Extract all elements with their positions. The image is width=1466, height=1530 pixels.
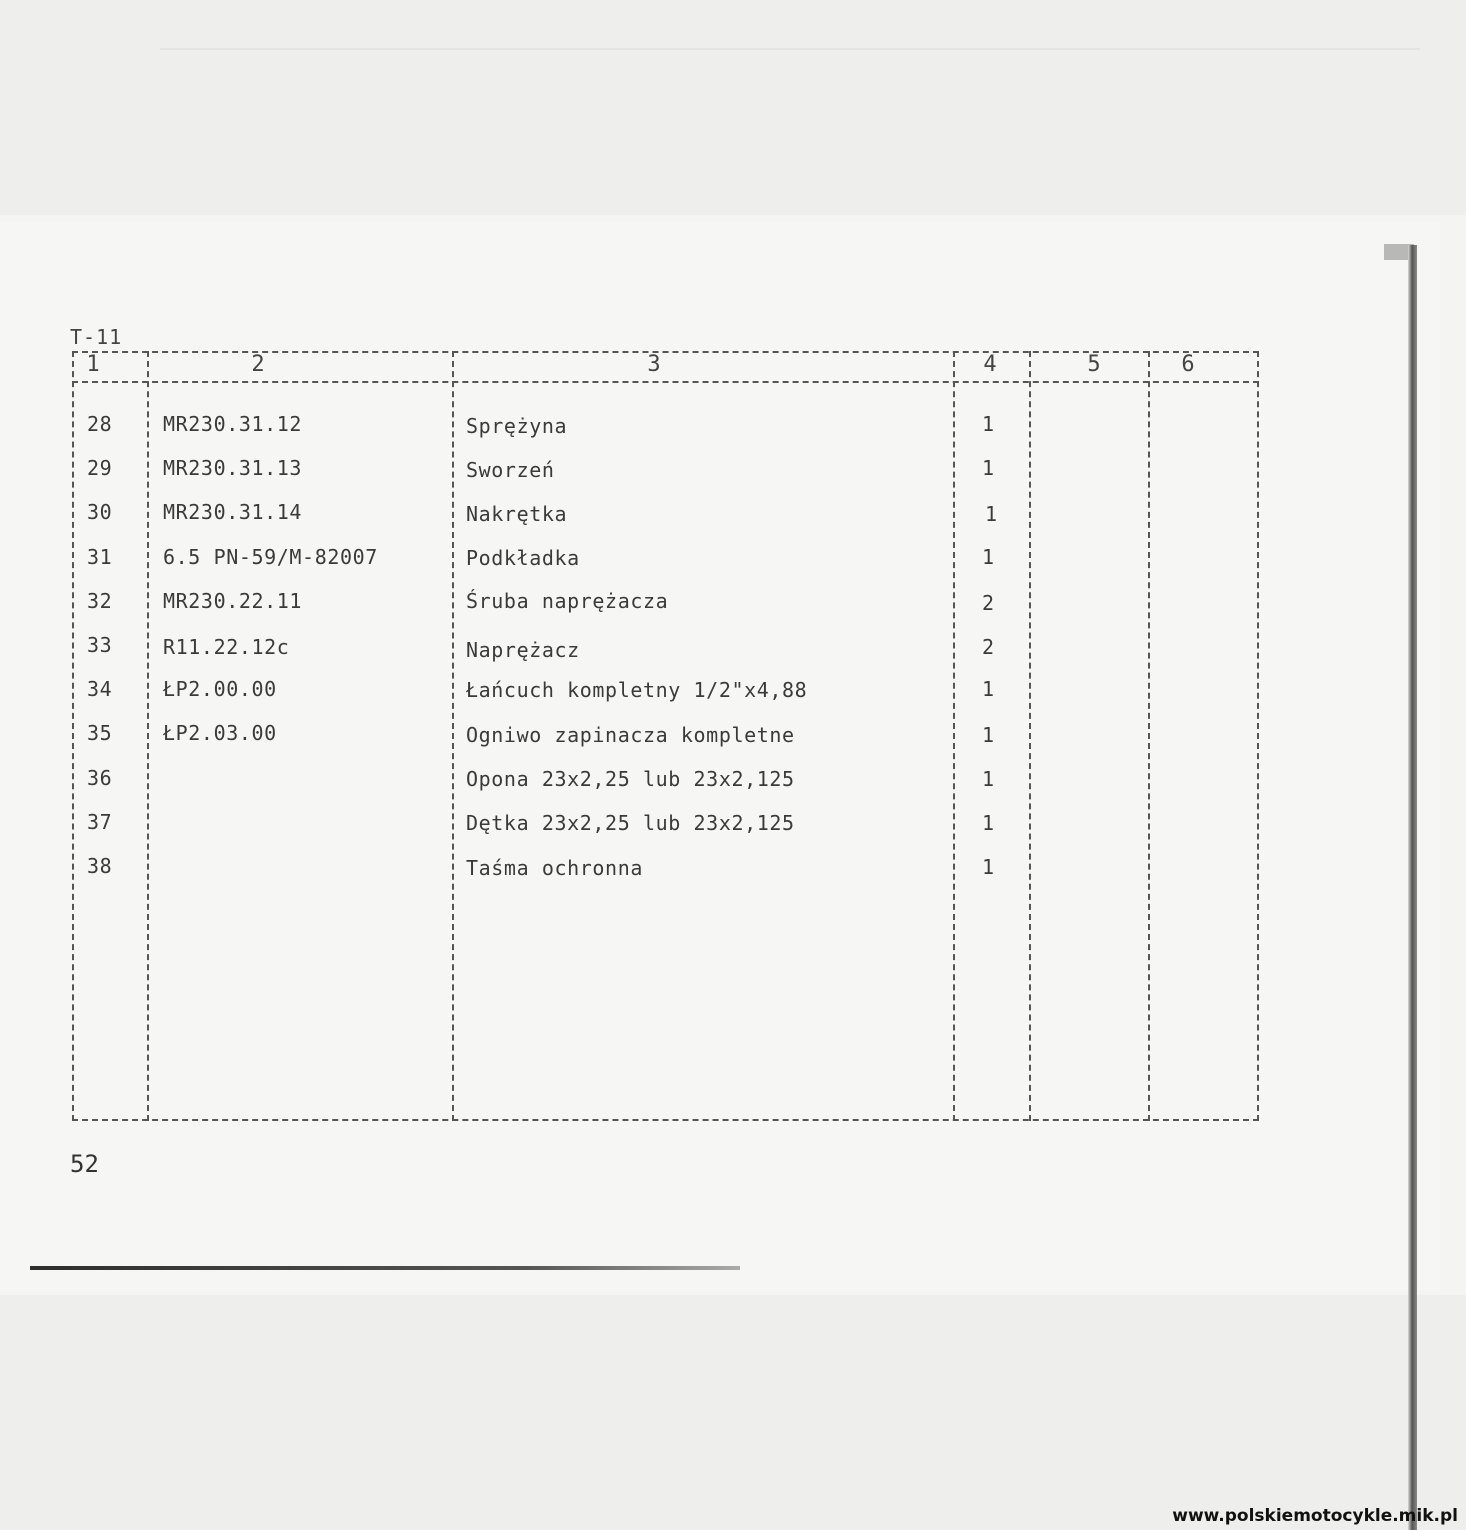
column-divider (1148, 351, 1150, 1121)
row-number: 38 (87, 854, 113, 878)
column-header: 5 (1087, 352, 1101, 377)
part-quantity: 1 (982, 855, 995, 879)
column-divider (1029, 351, 1031, 1121)
part-name: Śruba naprężacza (466, 589, 669, 613)
row-number: 31 (87, 545, 113, 569)
scan-background-bottom (0, 1295, 1466, 1530)
column-divider (147, 351, 149, 1121)
part-name: Taśma ochronna (466, 856, 643, 880)
row-number: 34 (87, 677, 113, 701)
part-name: Nakrętka (466, 502, 568, 526)
row-number: 32 (87, 589, 113, 613)
part-name: Dętka 23x2,25 lub 23x2,125 (466, 811, 795, 835)
part-quantity: 2 (982, 635, 995, 659)
row-number: 29 (87, 456, 113, 480)
row-number: 30 (87, 500, 113, 524)
column-header: 2 (251, 352, 265, 377)
column-divider (452, 351, 454, 1121)
part-name: Łańcuch kompletny 1/2"x4,88 (466, 678, 808, 702)
part-quantity: 1 (982, 723, 995, 747)
part-quantity: 1 (982, 767, 995, 791)
row-number: 33 (87, 633, 113, 657)
bottom-rule (30, 1266, 740, 1270)
row-number: 28 (87, 412, 113, 436)
part-name: Sworzeń (466, 458, 555, 482)
part-code: 6.5 PN-59/M-82007 (163, 545, 378, 569)
part-name: Naprężacz (466, 638, 580, 662)
part-name: Podkładka (466, 546, 580, 570)
row-number: 36 (87, 766, 113, 790)
part-quantity: 1 (982, 456, 995, 480)
header-separator (72, 381, 1259, 383)
part-name: Opona 23x2,25 lub 23x2,125 (466, 767, 795, 791)
row-number: 35 (87, 721, 113, 745)
column-header: 3 (647, 352, 661, 377)
part-quantity: 1 (982, 545, 995, 569)
part-quantity: 1 (985, 502, 998, 526)
row-number: 37 (87, 810, 113, 834)
part-quantity: 1 (982, 811, 995, 835)
part-name: Sprężyna (466, 414, 568, 438)
part-code: MR230.31.14 (163, 500, 303, 524)
part-code: MR230.31.13 (163, 456, 303, 480)
part-code: ŁP2.00.00 (163, 677, 277, 701)
bleed-through-line (160, 48, 1420, 50)
scan-background-top (0, 0, 1466, 215)
watermark-url: www.polskiemotocykle.mik.pl (1172, 1506, 1458, 1526)
part-code: MR230.22.11 (163, 589, 303, 613)
page-edge-shadow (1408, 245, 1417, 1530)
column-divider (953, 351, 955, 1121)
part-code: MR230.31.12 (163, 412, 303, 436)
column-header: 1 (86, 352, 100, 377)
part-name: Ogniwo zapinacza kompletne (466, 723, 795, 747)
part-code: R11.22.12c (163, 635, 290, 659)
table-id: T-11 (70, 325, 123, 349)
part-quantity: 2 (982, 591, 995, 615)
part-quantity: 1 (982, 412, 995, 436)
column-header: 6 (1181, 352, 1195, 377)
column-header: 4 (983, 352, 997, 377)
part-quantity: 1 (982, 677, 995, 701)
page-number: 52 (70, 1150, 99, 1178)
part-code: ŁP2.03.00 (163, 721, 277, 745)
